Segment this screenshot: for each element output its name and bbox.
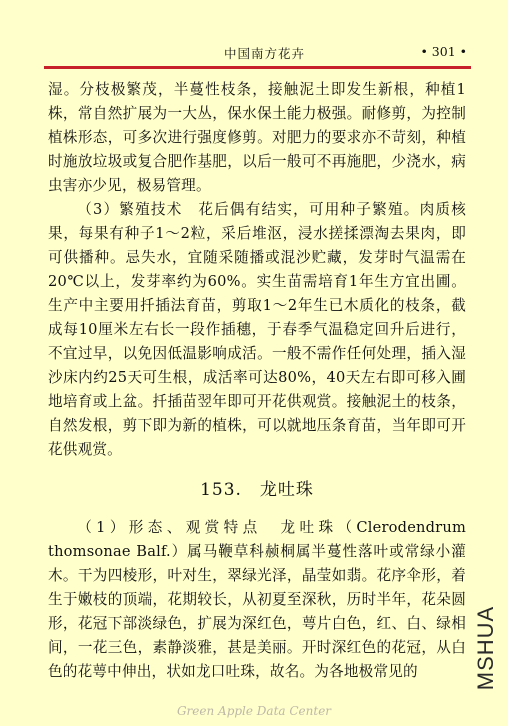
paragraph-propagation: （3）繁殖技术 花后偶有结实，可用种子繁殖。肉质核果，每果有种子1～2粒，采后堆沤，浸水搓揉漂淘去果肉，即可供播种。忌失水，宜随采随播或混沙贮藏，发芽时气温需在20℃以上，发芽率约为60%。实生苗需培育1年生方宜出圃。生产中主要用扦插法育苗，剪取1～2年生已木质化的枝条，截成每10厘米左右长一段作插穗，于春季气温稳定回升后进行，不宜过早，以免因低温影响成活。一般不需作任何处理，插入湿沙床内约25天可生根，成活率可达80%，40天左右即可移入圃地培育或上盆。扦插苗翌年即可开花供观赏。接触泥土的枝条，自然发根，剪下即为新的植株，可以就地压条育苗，当年即可开花供观赏。 <box>48 201 466 458</box>
running-header <box>44 44 471 64</box>
side-watermark <box>474 580 498 716</box>
paragraph-morphology: （1）形态、观赏特点 龙吐珠（Clerodendrum thomsonae Balf.）属马鞭草科赪桐属半蔓性落叶或常绿小灌木。干为四棱形，叶对生，翠绿光泽，晶莹如翡。花序伞形，着生于嫩枝的顶端，花期较长，从初夏至深秋，历时半年，花朵圆形，花冠下部淡绿色，扩展为深红色，萼片白色，红、白、绿相间，一花三色，素静淡雅，甚是美丽。开时深红色的花冠，从白色的花萼中伸出，状如龙口吐珠，故名。为各地极常见的 <box>48 519 466 680</box>
running-header-title: 中国南方花卉 <box>224 46 306 61</box>
header-rule <box>44 66 471 69</box>
section-title: 153. 龙吐珠 <box>200 480 314 500</box>
paragraph-cultivation: 湿。分枝极繁茂，半蔓性枝条，接触泥土即发生新根，种植1株，常自然扩展为一大丛，保水保土能力极强。耐修剪，为控制植株形态，可多次进行强度修剪。对肥力的要求亦不苛刻，种植时施放垃圾或复合肥作基肥，以后一般可不再施肥，少浇水，病虫害亦少见，极易管理。 <box>48 81 466 194</box>
side-watermark-text: MSHUA <box>473 605 499 691</box>
footer-watermark: Green Apple Data Center <box>176 704 332 718</box>
page-body <box>48 78 466 684</box>
page-number: • 301 • <box>420 44 467 59</box>
